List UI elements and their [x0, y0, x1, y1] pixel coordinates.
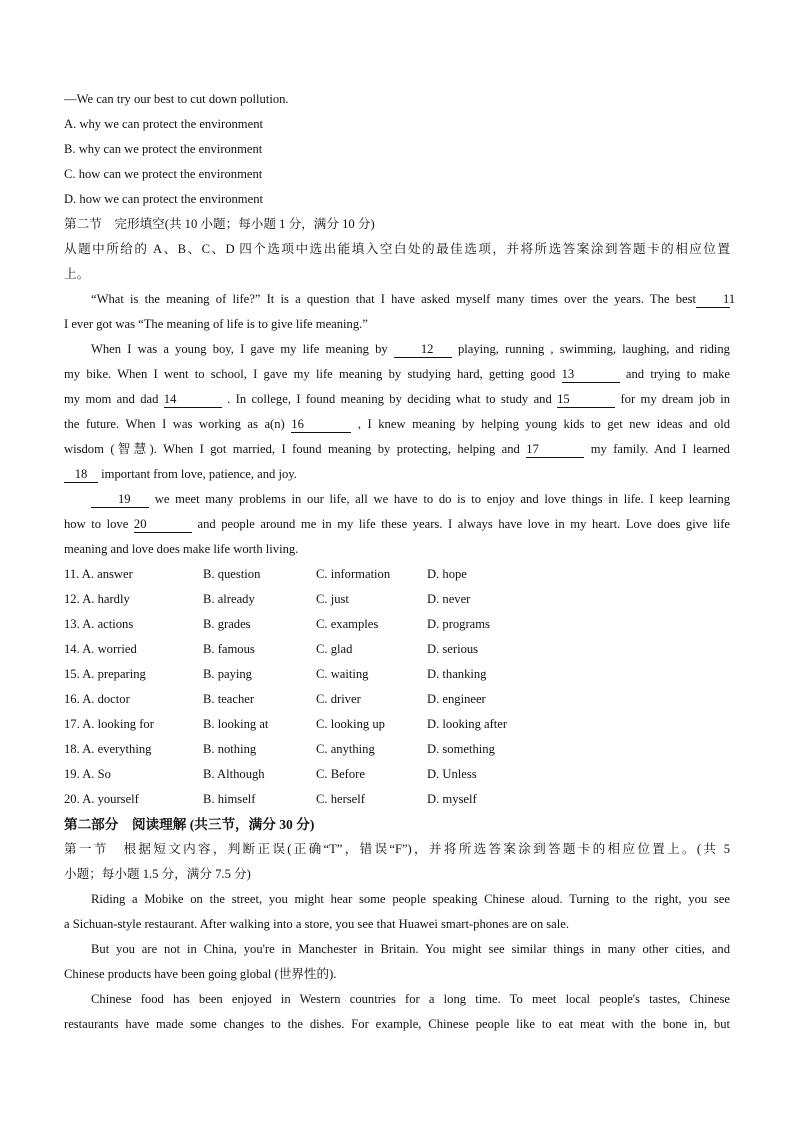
option-c: C. just: [316, 592, 349, 606]
passage-line: 18 important from love, patience, and joy.: [64, 462, 730, 487]
reading-line: a Sichuan-style restaurant. After walking into a store, you see that Huawei smart-phones are on sale.: [64, 917, 569, 931]
passage-line: wisdom (智慧). When I got married, I found meaning by protecting, helping and 17 my family. And I learned: [64, 442, 730, 456]
section2-title: 第二节 完形填空(共 10 小题；每小题 1 分，满分 10 分): [64, 217, 375, 231]
reading-line: Chinese food has been enjoyed in Western countries for a long time. To meet local people's tastes, Chinese: [91, 992, 730, 1006]
passage-line: the future. When I was working as a(n) 16 , I knew meaning by helping young kids to get new ideas and old: [64, 417, 730, 431]
dialog-choice-b: B. why can we protect the environment: [64, 142, 263, 156]
option-d: D. looking after: [427, 717, 508, 731]
options-row-16: [64, 687, 730, 712]
option-a: 20. A. yourself: [64, 792, 139, 806]
blank-18: 18: [64, 466, 98, 483]
option-d: D. something: [427, 742, 495, 756]
option-a: 17. A. looking for: [64, 717, 154, 731]
option-c: C. looking up: [316, 717, 385, 731]
option-c: C. information: [316, 567, 391, 581]
blank-19: 19: [91, 491, 149, 508]
option-b: B. question: [203, 567, 261, 581]
reading-line: Chinese products have been going global (世界性的).: [64, 967, 337, 981]
options-row-15: [64, 662, 730, 687]
option-a: 19. A. So: [64, 767, 111, 781]
option-a: 18. A. everything: [64, 742, 152, 756]
reading-line: restaurants have made some changes to the dishes. For example, Chinese people like to eat meat with the bone in, but: [64, 1017, 730, 1031]
option-b: B. famous: [203, 642, 255, 656]
section2-instruction-end: 上。: [64, 267, 90, 281]
blank-17: 17: [526, 441, 584, 458]
option-b: B. teacher: [203, 692, 255, 706]
option-c: C. waiting: [316, 667, 369, 681]
blank-14: 14: [164, 391, 222, 408]
option-b: B. Although: [203, 767, 265, 781]
passage-line: my bike. When I went to school, I gave my life meaning by studying hard, getting good 13 and trying to make: [64, 367, 730, 381]
blank-16: 16: [291, 416, 351, 433]
reading-line: But you are not in China, you're in Manchester in Britain. You might see similar things in many other cities, and: [91, 942, 730, 956]
reading-line: Riding a Mobike on the street, you might hear some people speaking Chinese aloud. Turning to the right, you see: [91, 892, 730, 906]
option-c: C. herself: [316, 792, 365, 806]
blank-12: 12: [394, 341, 452, 358]
option-a: 11. A. answer: [64, 567, 133, 581]
options-row-12: [64, 587, 730, 612]
option-a: 14. A. worried: [64, 642, 137, 656]
dialog-reply: —We can try our best to cut down pollution.: [64, 92, 289, 106]
option-d: D. programs: [427, 617, 490, 631]
part2-instruction: 第一节 根据短文内容，判断正误(正确“T”，错误“F”)，并将所选答案涂到答题卡的相应位置上。(共 5: [64, 842, 730, 856]
option-c: C. driver: [316, 692, 361, 706]
options-row-11: [64, 562, 730, 587]
option-b: B. nothing: [203, 742, 257, 756]
option-a: 16. A. doctor: [64, 692, 130, 706]
option-b: B. grades: [203, 617, 251, 631]
blank-15: 15: [557, 391, 615, 408]
dialog-choice-c: C. how can we protect the environment: [64, 167, 263, 181]
options-row-20: [64, 787, 730, 812]
option-c: C. Before: [316, 767, 365, 781]
blank-13: 13: [562, 366, 620, 383]
option-a: 13. A. actions: [64, 617, 134, 631]
options-row-19: [64, 762, 730, 787]
passage-line: meaning and love does make life worth living.: [64, 542, 299, 556]
option-a: 12. A. hardly: [64, 592, 130, 606]
passage-line: “What is the meaning of life?” It is a question that I have asked myself many times over the years. The best 11: [91, 292, 736, 306]
option-d: D. hope: [427, 567, 467, 581]
option-b: B. paying: [203, 667, 252, 681]
passage-line: my mom and dad 14 . In college, I found meaning by deciding what to study and 15 for my dream job in: [64, 392, 731, 406]
exam-page: [64, 87, 736, 1037]
options-row-13: [64, 612, 730, 637]
options-row-18: [64, 737, 730, 762]
option-c: C. examples: [316, 617, 379, 631]
blank-20: 20: [134, 516, 192, 533]
option-d: D. Unless: [427, 767, 477, 781]
option-b: B. looking at: [203, 717, 269, 731]
passage-line: how to love 20 and people around me in my life these years. I always have love in my heart. Love does give life: [64, 517, 730, 531]
options-row-14: [64, 637, 730, 662]
dialog-choice-d: D. how we can protect the environment: [64, 192, 263, 206]
part2-instruction-end: 小题；每小题 1.5 分，满分 7.5 分): [64, 867, 251, 881]
option-b: B. already: [203, 592, 255, 606]
part2-title: 第二部分 阅读理解 (共三节，满分 30 分): [64, 817, 315, 832]
passage-line: When I was a young boy, I gave my life meaning by 12 playing, running , swimming, laughing, and riding: [91, 342, 730, 356]
option-d: D. myself: [427, 792, 477, 806]
dialog-choice-a: A. why we can protect the environment: [64, 117, 263, 131]
option-c: C. anything: [316, 742, 375, 756]
option-a: 15. A. preparing: [64, 667, 146, 681]
blank-11: 11: [696, 291, 730, 308]
option-d: D. never: [427, 592, 471, 606]
passage-line: I ever got was “The meaning of life is to give life meaning.”: [64, 317, 368, 331]
option-d: D. serious: [427, 642, 479, 656]
option-d: D. engineer: [427, 692, 486, 706]
option-d: D. thanking: [427, 667, 487, 681]
options-row-17: [64, 712, 730, 737]
option-c: C. glad: [316, 642, 353, 656]
section2-instruction: 从题中所给的 A、B、C、D 四个选项中选出能填入空白处的最佳选项，并将所选答案涂到答题卡的相应位置: [64, 242, 730, 256]
passage-line: 19 we meet many problems in our life, all we have to do is to enjoy and love things in life. I keep learning: [64, 487, 730, 512]
option-b: B. himself: [203, 792, 256, 806]
